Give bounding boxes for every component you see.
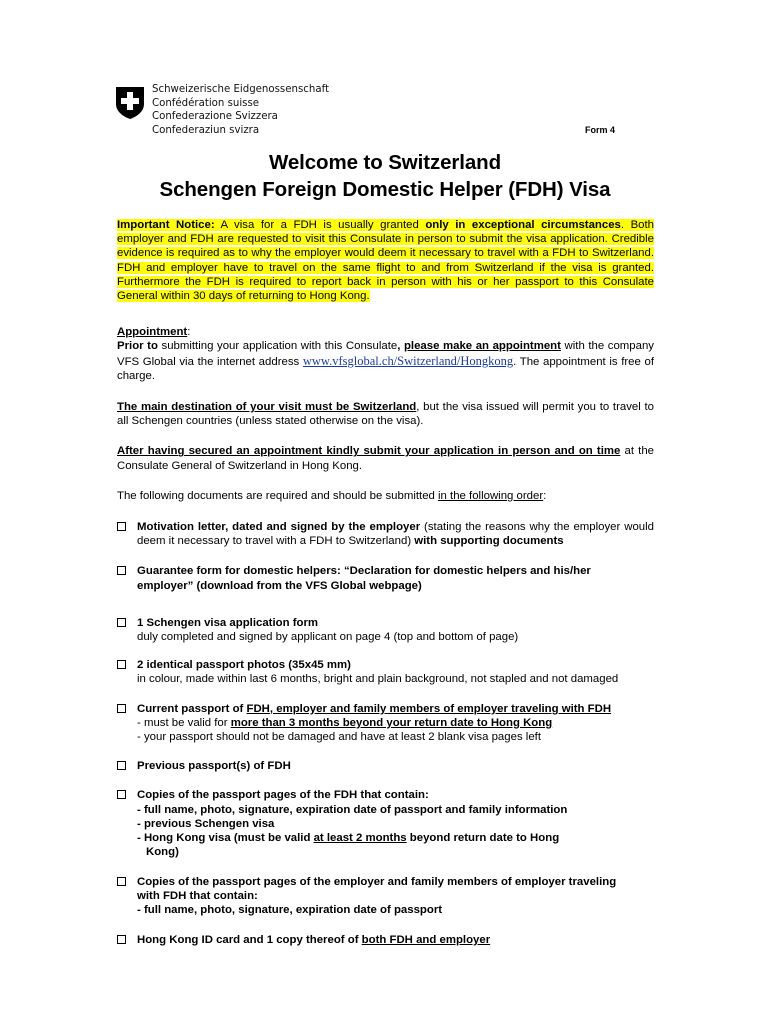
checkbox-icon[interactable] <box>117 566 126 575</box>
appointment-heading: Appointment <box>117 326 188 339</box>
passport-condition: - your passport should not be damaged and have at least 2 blank visa pages left <box>137 731 541 744</box>
fdh-copies-line-1: Copies of the passport pages of the FDH that contain: <box>137 789 429 802</box>
fdh-copies-line-3: - previous Schengen visa <box>137 817 275 830</box>
appointment-text-1: submitting your application with this Consulate <box>157 340 398 353</box>
make-appointment-text: please make an appointment <box>403 340 561 353</box>
checklist-item-current-passport <box>117 702 654 745</box>
submit-text: at the Consulate General of Switzerland in Hong Kong. <box>117 445 654 472</box>
documents-intro-text: The following documents are required and should be submitted <box>117 489 439 502</box>
motivation-text: (stating the reasons why the employer would deem it necessary to travel with a FDH to Switzerland) <box>137 521 654 548</box>
fdh-copies-line-4-underlined: at least 2 months <box>313 832 407 845</box>
checkbox-icon[interactable] <box>117 877 126 886</box>
checklist-item-guarantee-form <box>117 564 654 592</box>
fdh-copies-line-4-post: beyond return date to Hong <box>406 832 560 845</box>
checkbox-icon[interactable] <box>117 522 126 531</box>
employer-copies-line-2: with FDH that contain: <box>137 889 258 902</box>
checkbox-icon[interactable] <box>117 618 126 627</box>
checkbox-icon[interactable] <box>117 935 126 944</box>
hkid-title: Hong Kong ID card and 1 copy thereof of <box>137 934 362 947</box>
letterhead <box>115 83 655 139</box>
form-number: Form 4 <box>584 125 615 135</box>
checklist-item-hk-id <box>117 933 654 947</box>
photos-title: 2 identical passport photos (35x45 mm) <box>137 659 351 672</box>
confederation-names <box>152 83 329 137</box>
motivation-supporting: with supporting documents <box>414 535 564 548</box>
passport-title: Current passport of <box>137 702 247 715</box>
checklist-item-fdh-copies <box>117 788 654 859</box>
document-body <box>117 218 654 947</box>
motivation-bold: Motivation letter, dated and signed by the employer <box>137 521 421 534</box>
destination-bold: The main destination of your visit must be Switzerland <box>117 401 417 414</box>
important-notice <box>117 218 654 303</box>
checklist-item-photos <box>117 658 654 686</box>
appointment-text-2: with the company VFS Global via the internet address <box>117 340 654 368</box>
fdh-copies-line-2: - full name, photo, signature, expiration date of passport and family information <box>137 803 568 816</box>
fdh-copies-line-5: Kong) <box>146 846 179 859</box>
prior-to-label: Prior to <box>117 340 158 353</box>
checkbox-icon[interactable] <box>117 761 126 770</box>
guarantee-line-1: Guarantee form for domestic helpers: “Declaration for domestic helpers and his/her <box>137 565 591 578</box>
checkbox-icon[interactable] <box>117 704 126 713</box>
passport-valid-pre: - must be valid for <box>137 716 231 729</box>
confederation-line-rm: Confederaziun svizra <box>152 124 260 136</box>
documents-intro-order: in the following order <box>438 489 544 502</box>
documents-intro <box>117 489 654 503</box>
employer-copies-line-1: Copies of the passport pages of the employer and family members of employer traveling <box>137 875 617 888</box>
swiss-coat-of-arms-icon <box>115 86 145 120</box>
passport-who: FDH, employer and family members of employer traveling with FDH <box>246 702 612 715</box>
page-title: Welcome to Switzerland <box>268 151 502 174</box>
photos-text: in colour, made within last 6 months, bright and plain background, not stapled and not damaged <box>137 673 619 686</box>
destination-text: , but the visa issued will permit you to travel to all Schengen countries (unless stated otherwise on the visa). <box>117 401 654 428</box>
destination-note <box>117 400 654 428</box>
appointment-comma: , <box>397 340 401 353</box>
confederation-line-fr: Confédération suisse <box>152 97 260 109</box>
page-subtitle: Schengen Foreign Domestic Helper (FDH) Visa <box>159 178 611 201</box>
appointment-text-3: . The appointment is free of charge. <box>117 355 654 382</box>
confederation-line-de: Schweizerische Eidgenossenschaft <box>152 84 329 95</box>
checkbox-icon[interactable] <box>117 660 126 669</box>
guarantee-line-2: employer” (download from the VFS Global webpage) <box>137 579 422 592</box>
confederation-line-it: Confederazione Svizzera <box>152 111 278 122</box>
vfs-global-link[interactable]: www.vfsglobal.ch/Switzerland/Hongkong <box>302 353 514 368</box>
employer-copies-line-3: - full name, photo, signature, expiration date of passport <box>137 903 443 916</box>
checklist-item-employer-copies <box>117 875 654 918</box>
previous-passport-title: Previous passport(s) of FDH <box>137 760 291 773</box>
documents-intro-colon: : <box>543 489 547 502</box>
notice-text-1: A visa for a FDH is usually granted <box>214 219 426 231</box>
notice-emphasis: only in exceptional circumstances <box>425 219 621 231</box>
checklist-item-previous-passport <box>117 759 654 773</box>
notice-label: Important Notice: <box>117 219 215 231</box>
checkbox-icon[interactable] <box>117 790 126 799</box>
fdh-copies-line-4-pre: - Hong Kong visa (must be valid <box>137 832 314 845</box>
passport-valid-bold: more than 3 months beyond your return date to Hong Kong <box>230 716 553 729</box>
hkid-who: both FDH and employer <box>361 934 491 947</box>
appointment-colon: : <box>187 326 191 339</box>
schengen-form-title: 1 Schengen visa application form <box>137 616 319 629</box>
appointment-section <box>117 325 654 383</box>
schengen-form-text: duly completed and signed by applicant on page 4 (top and bottom of page) <box>137 631 519 644</box>
submit-bold: After having secured an appointment kindly submit your application in person and on time <box>117 445 621 458</box>
notice-text-2: . Both employer and FDH are requested to visit this Consulate in person to submit the visa application. Credible evidence is required as to why the employer would deem it necessary to travel with a FDH to Switzerland. FDH and employer have to travel on the same flight to and from Switzerland if the visa is granted. Furthermore the FDH is required to report back in person with his or her passport to this Consulate General within 30 days of returning to Hong Kong. <box>117 219 654 303</box>
checklist-item-schengen-form <box>117 616 654 644</box>
submit-note <box>117 444 654 472</box>
checklist-item-motivation-letter <box>117 520 654 548</box>
